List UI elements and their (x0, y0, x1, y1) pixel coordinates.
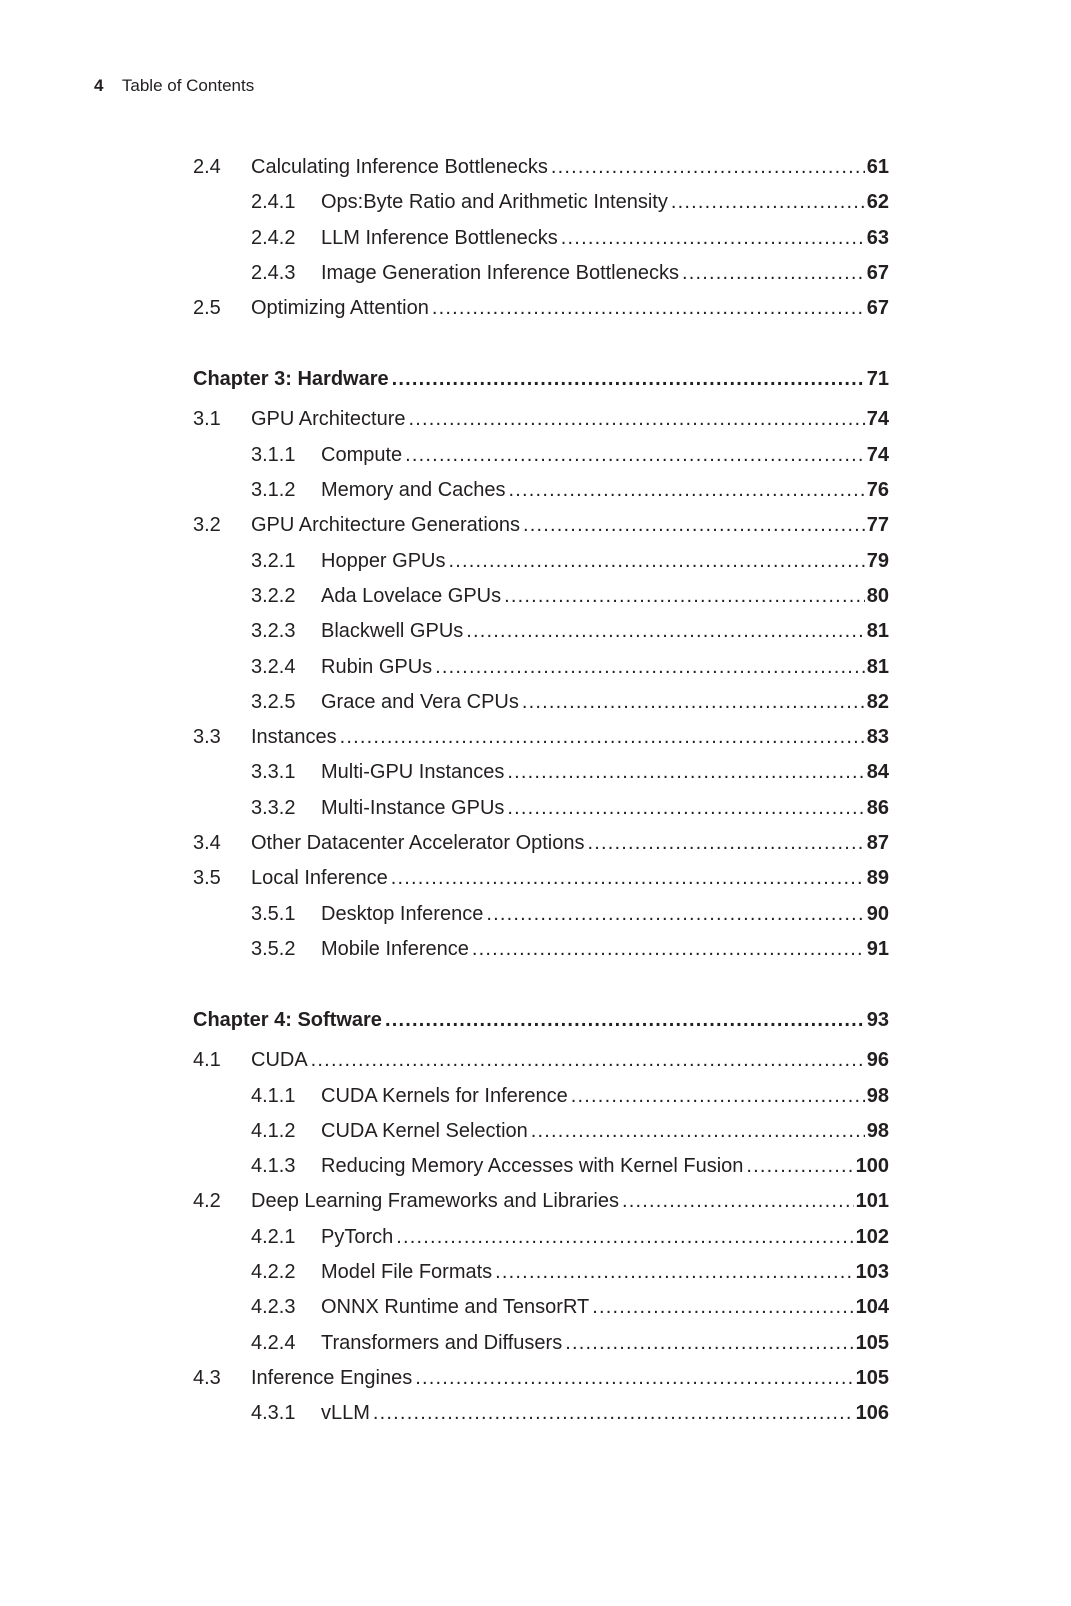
table-of-contents (193, 154, 889, 1436)
toc-page-number: 63 (866, 226, 889, 249)
toc-page-number: 93 (866, 1009, 889, 1032)
toc-page-number: 87 (866, 832, 889, 855)
toc-entry-number: 3.4 (193, 832, 221, 855)
toc-section-entry[interactable] (193, 512, 889, 547)
dot-leader (373, 1400, 854, 1426)
toc-entry-number: 2.5 (193, 297, 221, 320)
toc-entry-title: CUDA Kernel Selection (321, 1119, 528, 1142)
toc-entry-title: Mobile Inference (321, 937, 469, 960)
toc-subsection-entry[interactable] (193, 1118, 889, 1153)
toc-entry-number: 4.3.1 (251, 1402, 296, 1425)
chapter-spacer (193, 330, 889, 366)
toc-entry-title: Other Datacenter Accelerator Options (251, 832, 585, 855)
toc-subsection-entry[interactable] (193, 1224, 889, 1259)
toc-page-number: 91 (866, 937, 889, 960)
toc-entry-title: Ada Lovelace GPUs (321, 584, 502, 607)
dot-leader (571, 1083, 865, 1109)
toc-page-number: 67 (866, 297, 889, 320)
toc-page-number: 103 (855, 1261, 889, 1284)
toc-page-number: 80 (866, 584, 889, 607)
toc-entry-number: 4.1.3 (251, 1155, 296, 1178)
toc-entry-title: Optimizing Attention (251, 297, 429, 320)
toc-entry-title: Inference Engines (251, 1366, 413, 1389)
dot-leader (340, 724, 865, 750)
toc-page-number: 105 (855, 1331, 889, 1354)
toc-chapter-title: Chapter 4: Software (193, 1009, 382, 1032)
toc-entry-title: PyTorch (321, 1225, 394, 1248)
toc-entry-number: 2.4.1 (251, 191, 296, 214)
toc-subsection-entry[interactable] (193, 654, 889, 689)
toc-subsection-entry[interactable] (193, 901, 889, 936)
toc-section-entry[interactable] (193, 154, 889, 189)
dot-leader (682, 260, 865, 286)
toc-entry-number: 4.2.2 (251, 1261, 296, 1284)
dot-leader (409, 406, 865, 432)
toc-entry-title: GPU Architecture (251, 408, 406, 431)
dot-leader (466, 618, 864, 644)
toc-subsection-entry[interactable] (193, 936, 889, 971)
toc-entry-number: 3.5.2 (251, 937, 296, 960)
toc-subsection-entry[interactable] (193, 1259, 889, 1294)
toc-page-number: 105 (855, 1366, 889, 1389)
toc-entry-number: 3.3.2 (251, 796, 296, 819)
toc-entry-number: 3.1 (193, 408, 221, 431)
toc-entry-title: Transformers and Diffusers (321, 1331, 563, 1354)
toc-chapter-title: Chapter 3: Hardware (193, 368, 389, 391)
toc-subsection-entry[interactable] (193, 1153, 889, 1188)
toc-entry-number: 3.5.1 (251, 902, 296, 925)
toc-entry-title: Ops:Byte Ratio and Arithmetic Intensity (321, 191, 668, 214)
toc-subsection-entry[interactable] (193, 759, 889, 794)
toc-entry-number: 4.1.1 (251, 1084, 296, 1107)
dot-leader (396, 1224, 853, 1250)
toc-subsection-entry[interactable] (193, 260, 889, 295)
toc-page-number: 81 (866, 655, 889, 678)
dot-leader (588, 830, 865, 856)
dot-leader (551, 154, 865, 180)
toc-entry-number: 2.4.3 (251, 261, 296, 284)
toc-section-entry[interactable] (193, 830, 889, 865)
toc-entry-number: 3.5 (193, 867, 221, 890)
dot-leader (509, 477, 865, 503)
dot-leader (486, 901, 864, 927)
toc-page-number: 90 (866, 902, 889, 925)
toc-section-entry[interactable] (193, 1365, 889, 1400)
toc-page-number: 74 (866, 408, 889, 431)
toc-page-number: 61 (866, 156, 889, 178)
dot-leader (391, 865, 865, 891)
toc-entry-number: 3.3.1 (251, 761, 296, 784)
toc-subsection-entry[interactable] (193, 548, 889, 583)
dot-leader (507, 759, 864, 785)
toc-entry-title: vLLM (321, 1402, 370, 1425)
toc-entry-title: Instances (251, 726, 337, 749)
toc-entry-number: 4.2.3 (251, 1296, 296, 1319)
toc-subsection-entry[interactable] (193, 442, 889, 477)
toc-entry-title: Rubin GPUs (321, 655, 433, 678)
toc-subsection-entry[interactable] (193, 795, 889, 830)
toc-entry-number: 3.1.2 (251, 479, 296, 502)
toc-page-number: 104 (855, 1296, 889, 1319)
toc-entry-number: 3.3 (193, 726, 221, 749)
toc-page-number: 76 (866, 479, 889, 502)
dot-leader (592, 1294, 853, 1320)
toc-section-entry[interactable] (193, 1188, 889, 1223)
toc-page-number: 84 (866, 761, 889, 784)
toc-group-section-2 (193, 154, 889, 330)
dot-leader (565, 1330, 853, 1356)
toc-subsection-entry[interactable] (193, 689, 889, 724)
toc-page-number: 81 (866, 620, 889, 643)
dot-leader (504, 583, 865, 609)
toc-section-entry[interactable] (193, 1047, 889, 1082)
toc-entry-title: Multi-GPU Instances (321, 761, 505, 784)
toc-entry-title: Deep Learning Frameworks and Libraries (251, 1190, 619, 1213)
toc-subsection-entry[interactable] (193, 618, 889, 653)
toc-entry-title: Reducing Memory Accesses with Kernel Fusion (321, 1155, 744, 1178)
toc-entry-number: 4.3 (193, 1366, 221, 1389)
toc-entry-number: 4.2.4 (251, 1331, 296, 1354)
toc-entry-number: 3.2.2 (251, 584, 296, 607)
toc-subsection-entry[interactable] (193, 583, 889, 618)
toc-subsection-entry[interactable] (193, 1330, 889, 1365)
toc-page-number: 83 (866, 726, 889, 749)
toc-page-number: 100 (855, 1155, 889, 1178)
toc-page-number: 67 (866, 261, 889, 284)
toc-page-number: 82 (866, 690, 889, 713)
toc-page-number: 79 (866, 549, 889, 572)
dot-leader (671, 189, 865, 215)
toc-entry-title: CUDA (251, 1049, 308, 1072)
dot-leader (531, 1118, 865, 1144)
toc-section-entry[interactable] (193, 865, 889, 900)
toc-page-number: 96 (866, 1049, 889, 1072)
toc-subsection-entry[interactable] (193, 477, 889, 512)
dot-leader (523, 512, 865, 538)
toc-entry-number: 3.2 (193, 514, 221, 537)
toc-entry-title: Calculating Inference Bottlenecks (251, 156, 548, 178)
toc-section-entry[interactable] (193, 724, 889, 759)
toc-page-number: 77 (866, 514, 889, 537)
toc-entry-title: Image Generation Inference Bottlenecks (321, 261, 679, 284)
dot-leader (435, 654, 865, 680)
toc-subsection-entry[interactable] (193, 225, 889, 260)
dot-leader (449, 548, 865, 574)
toc-entry-title: ONNX Runtime and TensorRT (321, 1296, 590, 1319)
toc-page-number: 101 (855, 1190, 889, 1213)
dot-leader (495, 1259, 853, 1285)
dot-leader (392, 366, 865, 392)
toc-entry-number: 4.2.1 (251, 1225, 296, 1248)
toc-entry-title: Blackwell GPUs (321, 620, 464, 643)
toc-entry-title: Multi-Instance GPUs (321, 796, 505, 819)
toc-entry-title: CUDA Kernels for Inference (321, 1084, 568, 1107)
toc-page-number: 74 (866, 443, 889, 466)
toc-entry-title: Compute (321, 443, 403, 466)
dot-leader (311, 1047, 865, 1073)
toc-entry-title: Desktop Inference (321, 902, 484, 925)
dot-leader (507, 795, 864, 821)
toc-page-number: 98 (866, 1119, 889, 1142)
dot-leader (472, 936, 865, 962)
toc-entry-title: Memory and Caches (321, 479, 506, 502)
toc-entry-title: Local Inference (251, 867, 388, 890)
toc-entry-title: GPU Architecture Generations (251, 514, 521, 537)
toc-entry-title: Hopper GPUs (321, 549, 446, 572)
toc-subsection-entry[interactable] (193, 189, 889, 224)
chapter-spacer (193, 971, 889, 1007)
dot-leader (415, 1365, 853, 1391)
dot-leader (522, 689, 865, 715)
dot-leader (561, 225, 865, 251)
toc-page-number: 71 (866, 368, 889, 391)
toc-group-chapter-3 (193, 406, 889, 971)
toc-group-chapter-4 (193, 1047, 889, 1435)
running-head (94, 75, 254, 97)
toc-chapter-heading[interactable] (193, 366, 889, 406)
dot-leader (432, 295, 865, 321)
page-number: 4 (94, 76, 104, 95)
toc-chapter-heading[interactable] (193, 1007, 889, 1047)
toc-page-number: 86 (866, 796, 889, 819)
toc-subsection-entry[interactable] (193, 1083, 889, 1118)
toc-section-entry[interactable] (193, 295, 889, 330)
toc-entry-number: 3.2.3 (251, 620, 296, 643)
toc-section-entry[interactable] (193, 406, 889, 441)
toc-entry-title: Model File Formats (321, 1261, 493, 1284)
toc-entry-number: 3.2.5 (251, 690, 296, 713)
toc-entry-number: 4.2 (193, 1190, 221, 1213)
toc-entry-number: 3.2.4 (251, 655, 296, 678)
running-head-title: Table of Contents (121, 76, 255, 95)
toc-entry-number: 4.1 (193, 1049, 221, 1072)
dot-leader (746, 1153, 853, 1179)
toc-subsection-entry[interactable] (193, 1400, 889, 1435)
toc-entry-number: 2.4 (193, 156, 221, 178)
dot-leader (385, 1007, 865, 1033)
toc-entry-number: 4.1.2 (251, 1119, 296, 1142)
toc-entry-title: LLM Inference Bottlenecks (321, 226, 558, 249)
toc-page-number: 102 (855, 1225, 889, 1248)
dot-leader (622, 1188, 854, 1214)
toc-page-number: 62 (866, 191, 889, 214)
dot-leader (405, 442, 865, 468)
toc-entry-title: Grace and Vera CPUs (321, 690, 519, 713)
toc-page-number: 89 (866, 867, 889, 890)
toc-entry-number: 2.4.2 (251, 226, 296, 249)
toc-page-number: 98 (866, 1084, 889, 1107)
toc-entry-number: 3.1.1 (251, 443, 296, 466)
toc-subsection-entry[interactable] (193, 1294, 889, 1329)
toc-entry-number: 3.2.1 (251, 549, 296, 572)
toc-page-number: 106 (855, 1402, 889, 1425)
